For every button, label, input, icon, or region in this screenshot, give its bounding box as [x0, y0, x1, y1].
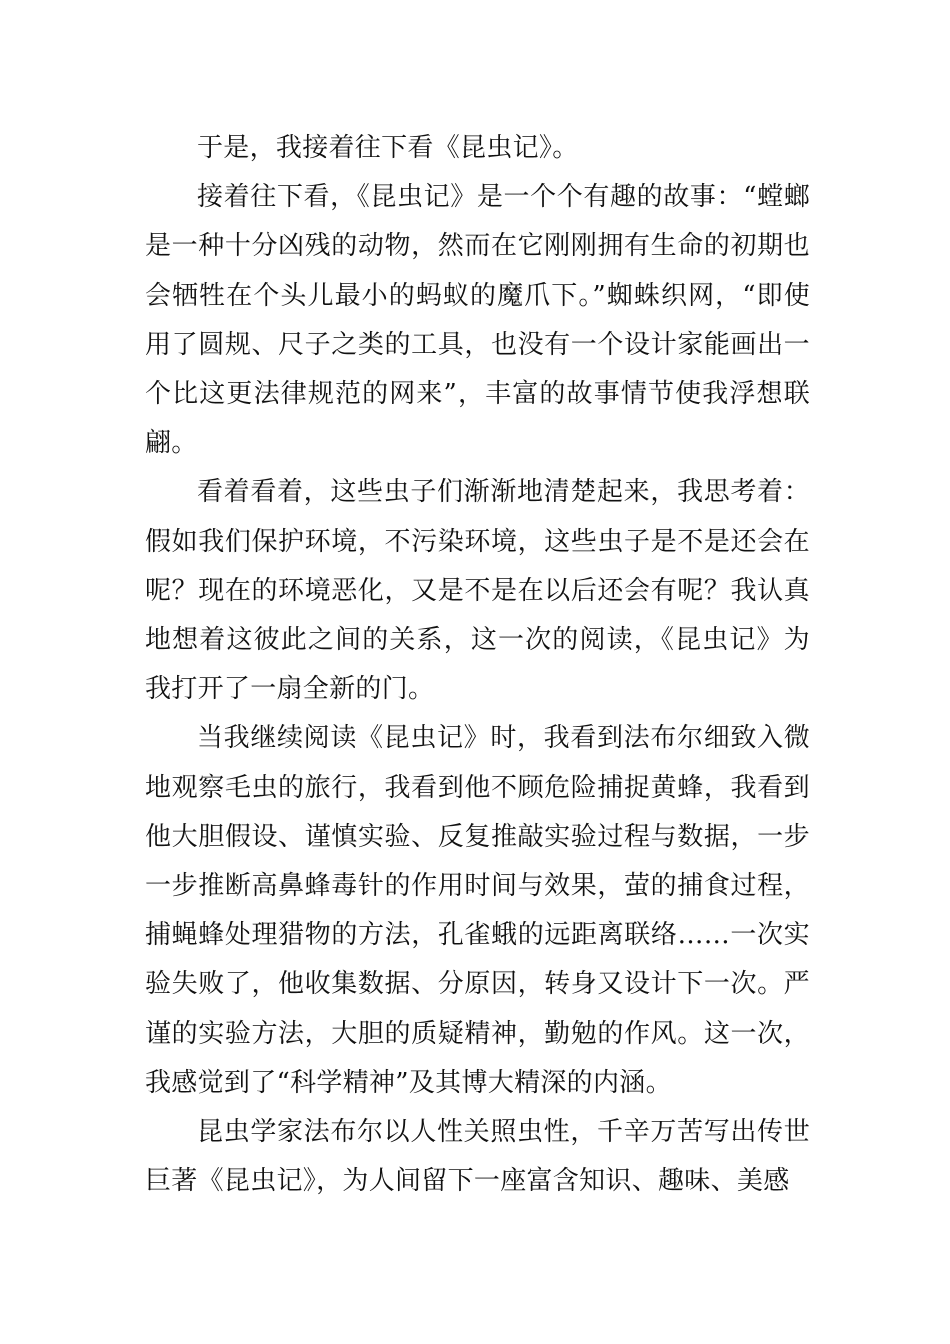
paragraph-1: 于是，我接着往下看《昆虫记》。 — [197, 133, 579, 163]
paragraph-5: 昆虫学家法布尔以人性关照虫性，千辛万苦写出传世巨著《昆虫记》，为人间留下一座富含知识、趣味、美感 — [145, 1117, 810, 1197]
paragraph-2: 接着往下看，《昆虫记》是一个个有趣的故事：“螳螂是一种十分凶残的动物，然而在它刚刚拥有生命的初期也会牺牲在个头儿最小的蚂蚁的魔爪下。”蜘蛛织网，“即使用了圆规、尺子之类的工具，也没有一个设计家能画出一个比这更法律规范的网来”，丰富的故事情节使我浮想联翩。 — [145, 182, 810, 459]
paragraph-4: 当我继续阅读《昆虫记》时，我看到法布尔细致入微地观察毛虫的旅行，我看到他不顾危险捕捉黄蜂，我看到他大胆假设、谨慎实验、反复推敲实验过程与数据，一步一步推断高鼻蜂毒针的作用时间与效果，萤的捕食过程，捕蝇蜂处理猎物的方法，孔雀蛾的远距离联络……一次实验失败了，他收集数据、分原因，转身又设计下一次。严谨的实验方法，大胆的质疑精神，勤勉的作风。这一次，我感觉到了“科学精神”及其博大精深的内涵。 — [145, 723, 810, 1098]
paragraph-3: 看着看着，这些虫子们渐渐地清楚起来，我思考着：假如我们保护环境，不污染环境，这些虫子是不是还会在呢？现在的环境恶化，又是不是在以后还会有呢？我认真地想着这彼此之间的关系，这一次的阅读，《昆虫记》为我打开了一扇全新的门。 — [145, 477, 810, 705]
document-body — [145, 124, 810, 1206]
